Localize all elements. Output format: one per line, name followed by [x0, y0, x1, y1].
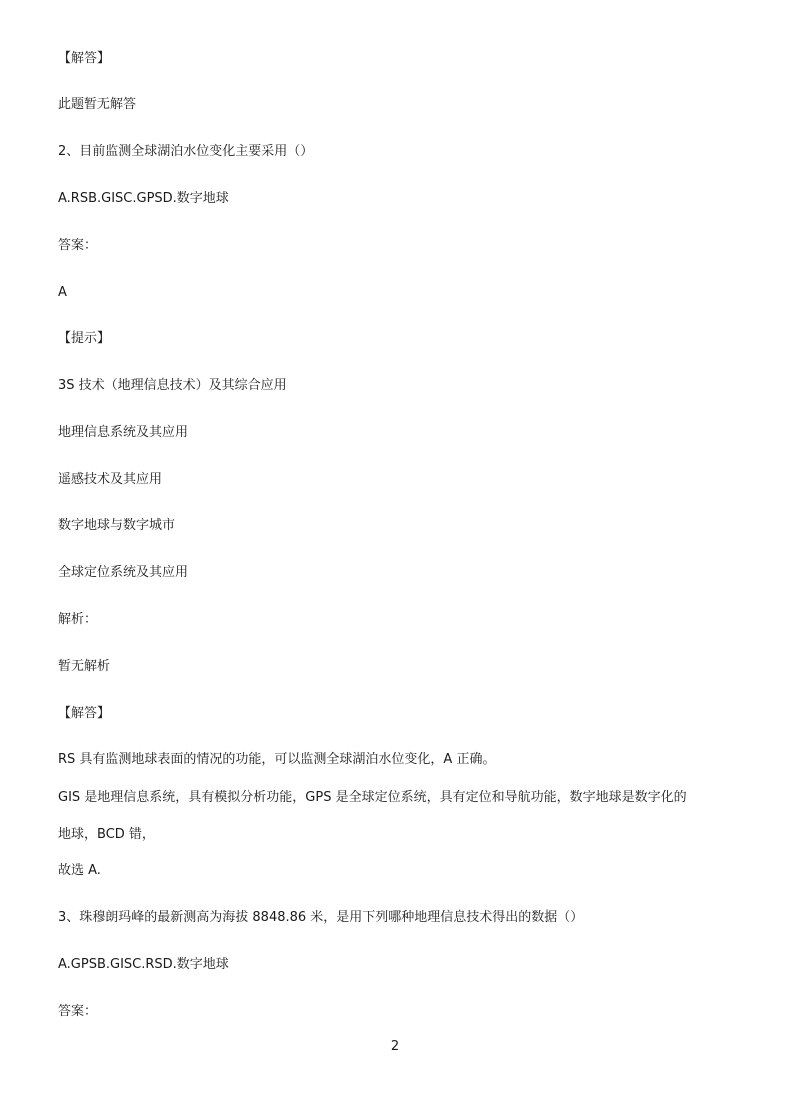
page-number: 2	[390, 1039, 400, 1054]
answer-conclusion: 故选 A.	[58, 863, 101, 878]
answer-heading: 【解答】	[58, 51, 111, 66]
answer-text: 地球，BCD 错，	[58, 827, 155, 842]
question-2-options: A.RSB.GISC.GPSD.数字地球	[58, 191, 229, 206]
analysis-label: 解析：	[58, 612, 98, 627]
question-2: 2、目前监测全球湖泊水位变化主要采用（）	[58, 144, 314, 159]
answer-text: 此题暂无解答	[58, 97, 137, 112]
answer-text: GIS 是地理信息系统，具有模拟分析功能，GPS 是全球定位系统，具有定位和导航功能，数字地球是数字化的	[58, 790, 687, 805]
hint-item: 遥感技术及其应用	[58, 472, 163, 487]
question-3-options: A.GPSB.GISC.RSD.数字地球	[58, 957, 229, 972]
answer-label: 答案：	[58, 1004, 98, 1019]
hint-item: 数字地球与数字城市	[58, 518, 176, 533]
answer-value: A	[58, 285, 67, 300]
answer-text: RS 具有监测地球表面的情况的功能，可以监测全球湖泊水位变化，A 正确。	[58, 752, 496, 767]
hint-item: 3S 技术（地理信息技术）及其综合应用	[58, 378, 287, 393]
answer-heading: 【解答】	[58, 706, 111, 721]
hint-heading: 【提示】	[58, 331, 111, 346]
hint-item: 地理信息系统及其应用	[58, 425, 189, 440]
analysis-text: 暂无解析	[58, 659, 111, 674]
answer-label: 答案：	[58, 238, 98, 253]
hint-item: 全球定位系统及其应用	[58, 565, 189, 580]
question-3: 3、珠穆朗玛峰的最新测高为海拔 8848.86 米，是用下列哪种地理信息技术得出的数据（）	[58, 910, 584, 925]
